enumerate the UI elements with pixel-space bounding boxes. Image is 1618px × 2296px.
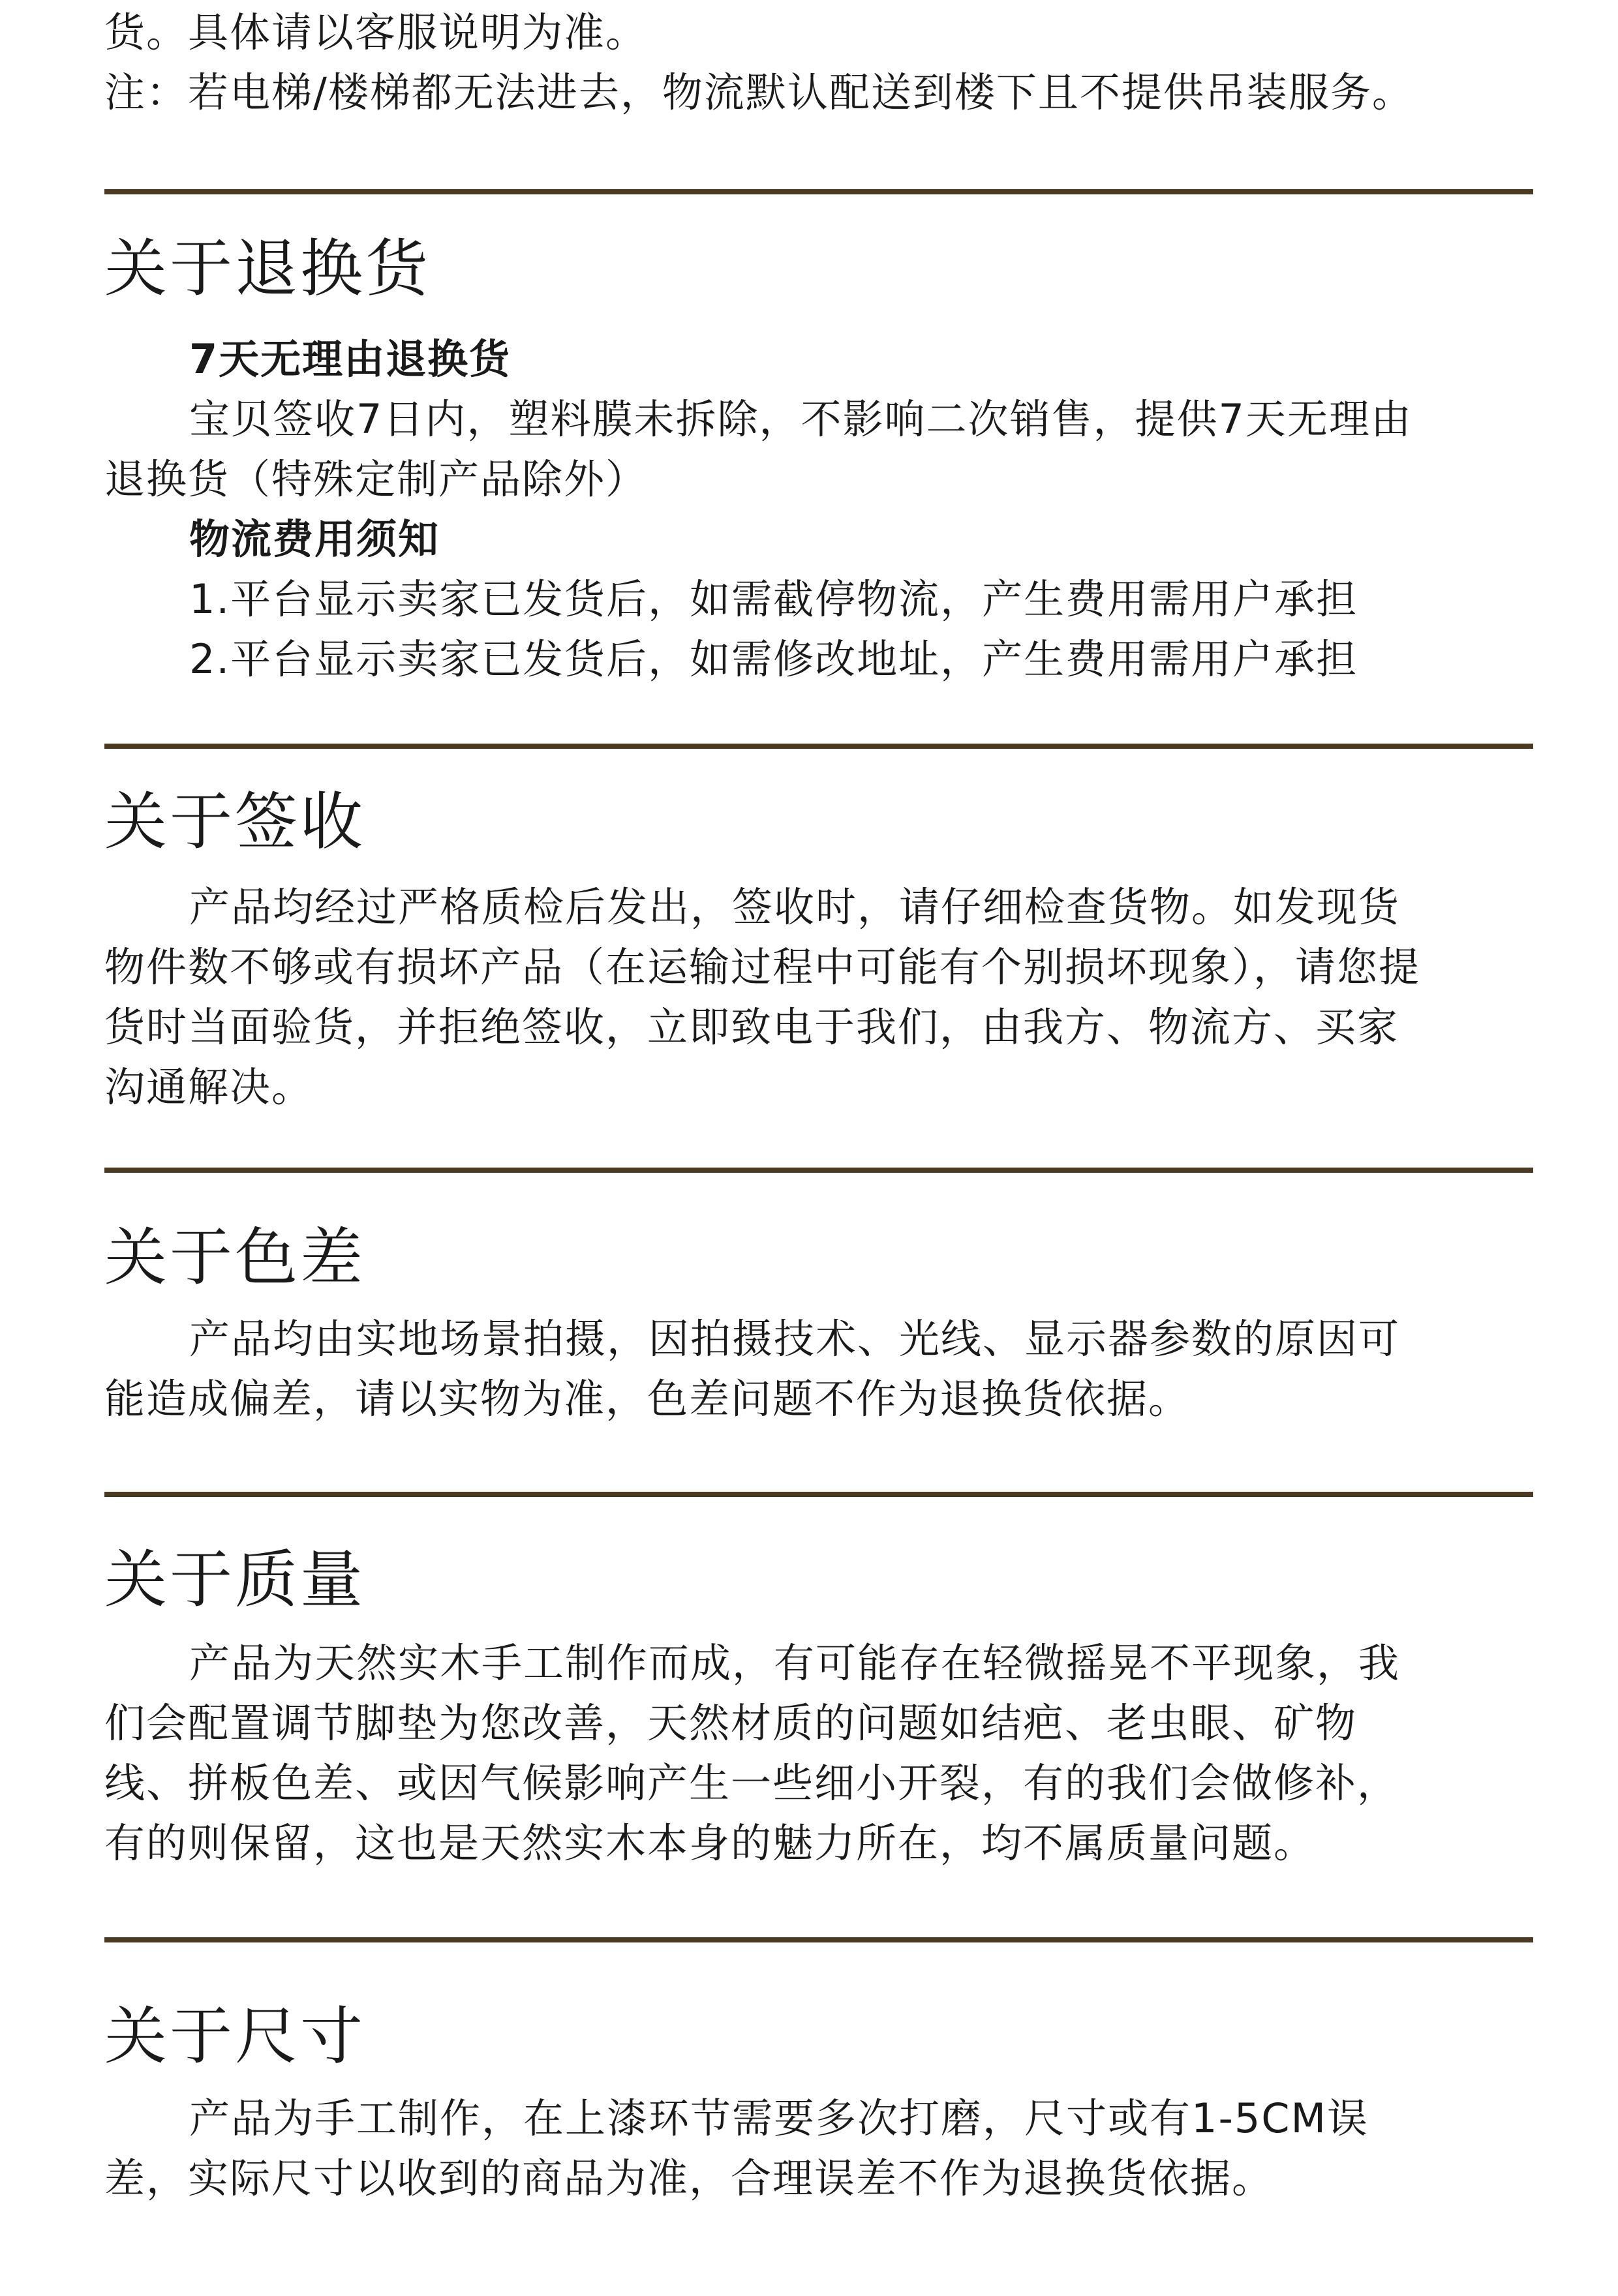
section-divider [104, 1492, 1533, 1497]
returns-paragraph-line-1: 宝贝签收7日内，塑料膜未拆除，不影响二次销售，提供7天无理由 [189, 395, 1412, 443]
section-divider [104, 744, 1533, 749]
size-block [104, 2089, 1533, 2209]
color-line-2: 能造成偏差，请以实物为准，色差问题不作为退换货依据。 [104, 1375, 1191, 1423]
returns-block [104, 329, 1533, 689]
size-line-2: 差，实际尺寸以收到的商品为准，合理误差不作为退换货依据。 [104, 2154, 1274, 2202]
receipt-line-4: 沟通解决。 [104, 1063, 314, 1111]
returns-item-2: 2.平台显示卖家已发货后，如需修改地址，产生费用需用户承担 [189, 635, 1358, 683]
quality-line-3: 线、拼板色差、或因气候影响产生一些细小开裂，有的我们会做修补， [104, 1759, 1399, 1807]
returns-subheading-shipping: 物流费用须知 [189, 515, 440, 563]
quality-block [104, 1633, 1533, 1873]
returns-subheading-7day: 7天无理由退换货 [189, 335, 511, 383]
receipt-block [104, 877, 1533, 1117]
section-divider [104, 1937, 1533, 1942]
size-heading: 关于尺寸 [104, 2000, 365, 2073]
color-block [104, 1309, 1533, 1429]
quality-line-2: 们会配置调节脚垫为您改善，天然材质的问题如结疤、老虫眼、矿物 [104, 1699, 1358, 1747]
quality-line-4: 有的则保留，这也是天然实木本身的魅力所在，均不属质量问题。 [104, 1819, 1316, 1867]
returns-paragraph-line-2: 退换货（特殊定制产品除外） [104, 455, 648, 503]
intro-block [104, 3, 1533, 123]
color-heading: 关于色差 [104, 1221, 365, 1294]
section-divider [104, 189, 1533, 194]
returns-item-1: 1.平台显示卖家已发货后，如需截停物流，产生费用需用户承担 [189, 575, 1358, 623]
receipt-line-2: 物件数不够或有损坏产品（在运输过程中可能有个别损坏现象），请您提 [104, 943, 1421, 991]
returns-heading: 关于退换货 [104, 232, 431, 305]
intro-line-1: 货。具体请以客服说明为准。 [104, 8, 648, 56]
section-divider [104, 1168, 1533, 1173]
color-line-1: 产品均由实地场景拍摄，因拍摄技术、光线、显示器参数的原因可 [189, 1315, 1401, 1363]
quality-heading: 关于质量 [104, 1543, 365, 1616]
quality-line-1: 产品为天然实木手工制作而成，有可能存在轻微摇晃不平现象，我 [189, 1639, 1401, 1687]
intro-line-2: 注：若电梯/楼梯都无法进去，物流默认配送到楼下且不提供吊装服务。 [104, 68, 1414, 116]
receipt-line-3: 货时当面验货，并拒绝签收，立即致电于我们，由我方、物流方、买家 [104, 1003, 1399, 1051]
receipt-heading: 关于签收 [104, 785, 365, 858]
receipt-line-1: 产品均经过严格质检后发出，签收时，请仔细检查货物。如发现货 [189, 883, 1401, 931]
size-line-1: 产品为手工制作，在上漆环节需要多次打磨，尺寸或有1-5CM误 [189, 2094, 1369, 2142]
